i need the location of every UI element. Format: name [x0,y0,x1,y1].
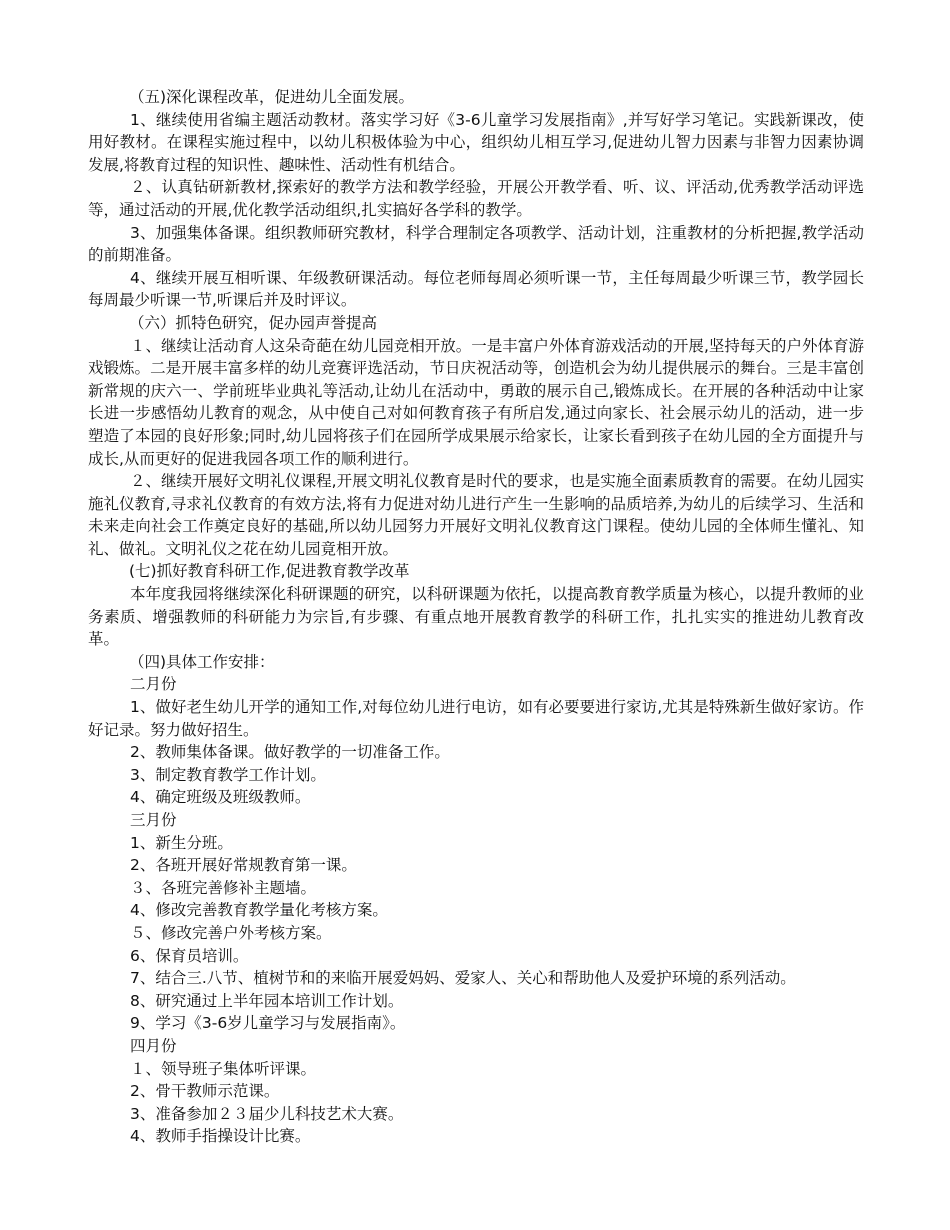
paragraph: 4、继续开展互相听课、年级教研课活动。每位老师每周必须听课一节，主任每周最少听课三节，教学园长每周最少听课一节,听课后并及时评议。 [88,268,864,310]
list-item: 3、准备参加２３届少儿科技艺术大赛。 [130,1104,404,1123]
section-heading-schedule: （四)具体工作安排： [129,652,275,671]
list-item: 3、制定教育教学工作计划。 [130,765,326,784]
paragraph: １、继续让活动育人这朵奇葩在幼儿园竞相开放。一是丰富户外体育游戏活动的开展,坚持每天的户外体育游戏锻炼。二是开展丰富多样的幼儿竞赛评选活动，节日庆祝活动等，创造机会为幼儿提供展示的舞台。三是丰富创新常规的庆六一、学前班毕业典礼等活动,让幼儿在活动中，勇敢的展示自己,锻炼成长。在开展的各种活动中让家长进一步感悟幼儿教育的观念，从中使自己对如何教育孩子有所启发,通过向家长、社会展示幼儿的活动，进一步塑造了本园的良好形象;同时,幼儿园将孩子们在园所学成果展示给家长，让家长看到孩子在幼儿园的全方面提升与成长,从而更好的促进我园各项工作的顺利进行。 [88,336,864,468]
paragraph: 3、加强集体备课。组织教师研究教材，科学合理制定各项教学、活动计划，注重教材的分析把握,教学活动的前期准备。 [88,223,864,265]
paragraph: ２、认真钻研新教材,探索好的教学方法和教学经验，开展公开教学看、听、议、评活动,优秀教学活动评选等，通过活动的开展,优化教学活动组织,扎实搞好各学科的教学。 [88,178,864,219]
list-item: ５、修改完善户外考核方案。 [130,923,332,942]
paragraph: ２、继续开展好文明礼仪课程,开展文明礼仪教育是时代的要求，也是实施全面素质教育的需要。在幼儿园实施礼仪教育,寻求礼仪教育的有效方法,将有力促进对幼儿进行产生一生影响的品质培养,为幼儿的后续学习、生活和未来走向社会工作奠定良好的基础,所以幼儿园努力开展好文明礼仪教育这门课程。使幼儿园的全体师生懂礼、知礼、做礼。文明礼仪之花在幼儿园竟相开放。 [88,472,864,558]
list-item: 1、新生分班。 [130,833,233,852]
month-heading-april: 四月份 [130,1036,177,1055]
list-item: 7、结合三.八节、植树节和的来临开展爱妈妈、爱家人、关心和帮助他人及爱护环境的系列活动。 [130,969,796,988]
section-heading-7: (七)抓好教育科研工作,促进教育教学改革 [129,562,410,581]
list-item: 8、研究通过上半年园本培训工作计划。 [130,991,404,1010]
list-item: 4、确定班级及班级教师。 [130,788,311,807]
list-item: ３、各班完善修补主题墙。 [130,878,317,897]
month-heading-february: 二月份 [130,675,177,694]
list-item: 4、修改完善教育教学量化考核方案。 [130,901,388,920]
document-body [88,86,864,1148]
list-item: 2、骨干教师示范课。 [130,1082,280,1101]
paragraph: 1、继续使用省编主题活动教材。落实学习好《3-6儿童学习发展指南》,并写好学习笔记。实践新课改，使用好教材。在课程实施过程中，以幼儿积极体验为中心，组织幼儿相互学习,促进幼儿智力因素与非智力因素协调发展,将教育过程的知识性、趣味性、活动性有机结合。 [88,110,864,174]
section-heading-5: （五)深化课程改革，促进幼儿全面发展。 [129,88,415,106]
month-heading-march: 三月份 [130,811,177,829]
list-item: 6、保育员培训。 [130,946,249,965]
list-item: 9、学习《3-6岁儿童学习与发展指南》。 [130,1014,406,1033]
paragraph: 本年度我园将继续深化科研课题的研究，以科研课题为依托，以提高教育教学质量为核心，以提升教师的业务素质、增强教师的科研能力为宗旨,有步骤、有重点地开展教育教学的科研工作，扎扎实实的推进幼儿教育改革。 [88,585,864,649]
list-item: 1、做好老生幼儿开学的通知工作,对每位幼儿进行电访，如有必要要进行家访,尤其是特殊新生做好家访。作好记录。努力做好招生。 [88,698,864,739]
list-item: 2、教师集体备课。做好教学的一切准备工作。 [130,743,450,762]
section-heading-6: （六）抓特色研究，促办园声誉提高 [129,313,378,332]
list-item: 2、各班开展好常规教育第一课。 [130,856,357,875]
list-item: １、领导班子集体听评课。 [130,1059,317,1078]
list-item: 4、教师手指操设计比赛。 [130,1127,311,1146]
